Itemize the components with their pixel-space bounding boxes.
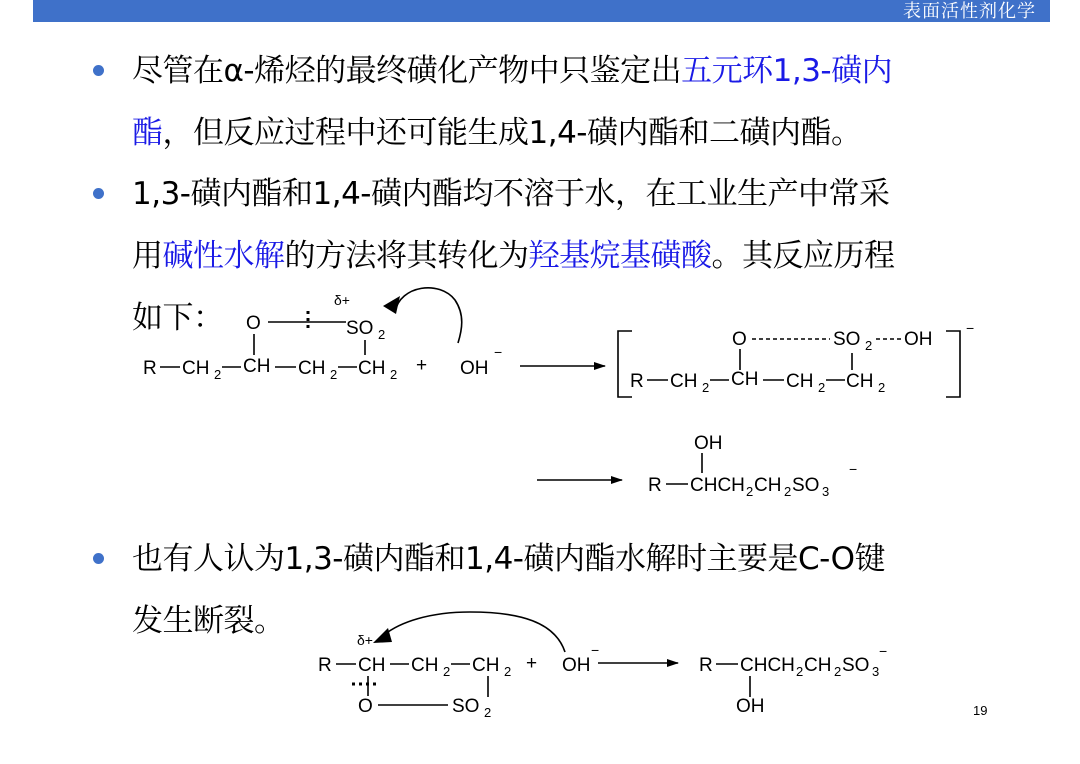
header-title: 表面活性剂化学 <box>903 1 1036 22</box>
svg-text:2: 2 <box>443 664 451 679</box>
svg-text:2: 2 <box>878 380 886 395</box>
svg-text:2: 2 <box>834 664 842 679</box>
svg-text:2: 2 <box>702 380 710 395</box>
highlight-text: 酯 <box>132 115 163 151</box>
paragraph-text: 1,3-磺内酯和1,4-磺内酯均不溶于水，在工业生产中常采 <box>132 176 890 212</box>
paragraph-text: 如下： <box>132 300 224 336</box>
svg-text:2: 2 <box>330 367 338 382</box>
r-group: R <box>143 358 157 379</box>
right-bracket <box>946 331 960 397</box>
svg-text:CH: CH <box>786 371 814 392</box>
svg-text:2: 2 <box>796 664 804 679</box>
svg-text:CH: CH <box>804 655 832 676</box>
svg-text:−: − <box>849 461 858 477</box>
svg-text:−: − <box>494 344 503 360</box>
sulfonyl-group: SO <box>346 318 374 339</box>
paragraph-text: 发生断裂。 <box>132 603 285 639</box>
svg-text:CH: CH <box>358 358 386 379</box>
delta-plus-label: δ+ <box>357 632 373 648</box>
svg-text:R: R <box>630 371 644 392</box>
svg-text:CH: CH <box>298 358 326 379</box>
svg-text:−: − <box>591 642 600 658</box>
svg-text:CH: CH <box>472 655 500 676</box>
plus-sign: + <box>526 653 538 674</box>
svg-text:2: 2 <box>818 380 826 395</box>
svg-text:O: O <box>732 329 747 350</box>
svg-text:2: 2 <box>865 338 873 353</box>
paragraph-text: 尽管在α-烯烃的最终磺化产物中只鉴定出 <box>132 53 682 89</box>
svg-text:2: 2 <box>504 664 512 679</box>
svg-text:CH: CH <box>731 369 759 390</box>
attack-arrow <box>384 612 565 652</box>
paragraph-text: 用 <box>132 238 163 274</box>
svg-text:CHCH: CHCH <box>740 655 795 676</box>
reaction-1 <box>143 288 974 499</box>
svg-text:SO: SO <box>842 655 870 676</box>
delta-plus-label: δ+ <box>334 292 350 308</box>
product-hydroxyl: OH <box>694 433 723 454</box>
product-hydroxyl: OH <box>736 696 765 717</box>
svg-text:−: − <box>966 320 975 336</box>
svg-text:2: 2 <box>484 705 492 720</box>
svg-text:3: 3 <box>872 664 880 679</box>
svg-text:−: − <box>879 643 888 659</box>
svg-text:O: O <box>358 696 373 717</box>
svg-text:CHCH: CHCH <box>690 475 745 496</box>
svg-text:2: 2 <box>390 367 398 382</box>
svg-text:CH: CH <box>670 371 698 392</box>
paragraph-text: 。其反应历程 <box>711 238 895 274</box>
svg-text:CH: CH <box>846 371 874 392</box>
svg-text:2: 2 <box>214 367 222 382</box>
svg-text:CH: CH <box>411 655 439 676</box>
hydroxide-label: OH <box>460 358 489 379</box>
svg-text:CH: CH <box>754 475 782 496</box>
highlight-text: 羟基烷基磺酸 <box>528 238 712 274</box>
hydroxide-label: OH <box>562 655 591 676</box>
svg-text:R: R <box>699 655 713 676</box>
svg-text:CH: CH <box>243 356 271 377</box>
attack-arrow <box>395 288 462 343</box>
svg-text:R: R <box>648 475 662 496</box>
svg-text:SO: SO <box>792 475 820 496</box>
reaction-2 <box>318 612 887 720</box>
highlight-text: 碱性水解 <box>162 238 285 274</box>
highlight-text: 五元环1,3-磺内 <box>681 53 893 89</box>
plus-sign: + <box>416 355 428 376</box>
page-number: 19 <box>973 703 988 718</box>
svg-text:2: 2 <box>746 484 754 499</box>
svg-text:SO: SO <box>833 329 861 350</box>
svg-text:CH: CH <box>358 655 386 676</box>
ring-oxygen: O <box>246 313 261 334</box>
svg-text:CH: CH <box>182 358 210 379</box>
paragraph-text: 的方法将其转化为 <box>284 238 529 274</box>
svg-text:OH: OH <box>904 329 933 350</box>
svg-text:2: 2 <box>378 327 386 342</box>
paragraph-text: ，但反应过程中还可能生成1,4-磺内酯和二磺内酯。 <box>162 115 862 151</box>
svg-text:SO: SO <box>452 696 480 717</box>
svg-text:3: 3 <box>822 484 830 499</box>
svg-text:2: 2 <box>784 484 792 499</box>
paragraph-text: 也有人认为1,3-磺内酯和1,4-磺内酯水解时主要是C-O键 <box>132 541 886 577</box>
svg-text:R: R <box>318 655 332 676</box>
